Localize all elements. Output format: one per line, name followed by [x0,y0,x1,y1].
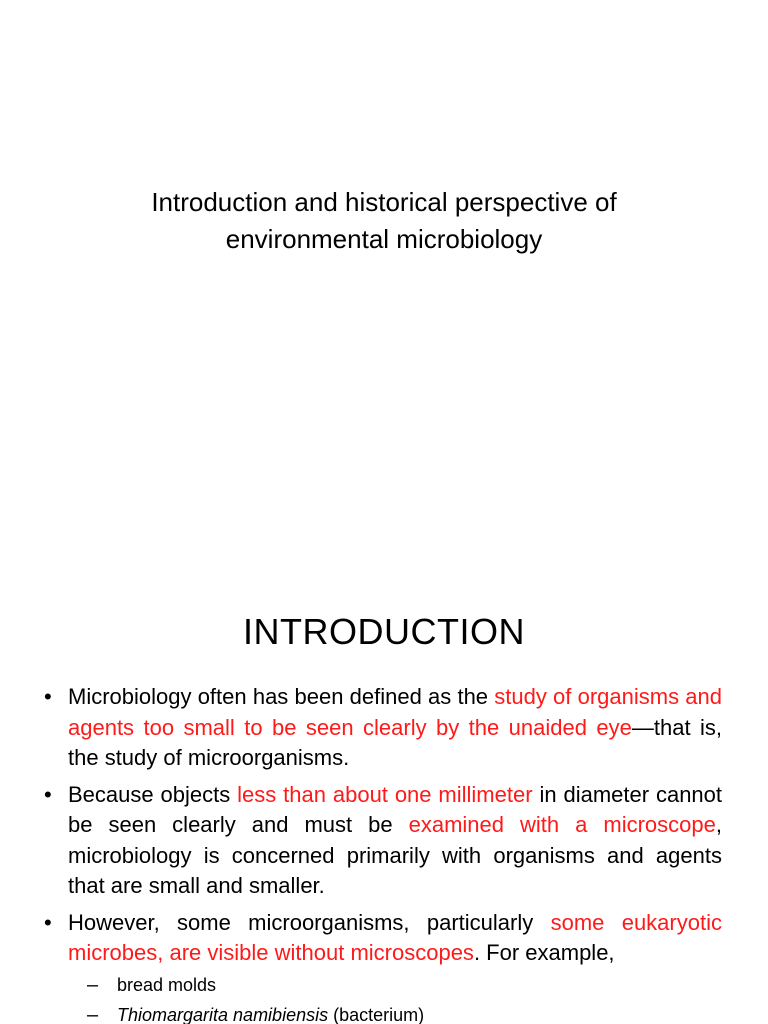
highlighted-text: study of organisms and agents too small to be seen clearly by the unaided eye [68,684,722,740]
bullet-item-size [44,780,722,902]
dash-icon: – [87,1003,99,1024]
bullet-text: However, some microorganisms, particularly [68,909,551,935]
introduction-slide [0,576,768,1024]
bullet-item-visible [44,908,722,1024]
presentation-title [60,184,708,258]
sub-item-text: bread molds [117,974,217,995]
bullet-icon: • [44,684,52,709]
sub-bullet-list [68,971,722,1024]
title-line-2: environmental microbiology [225,224,543,254]
bullet-list [44,682,722,1024]
title-line-1: Introduction and historical perspective of [151,187,617,217]
bullet-icon: • [44,781,52,807]
bullet-text: , microbiology is concerned primarily with organisms and agents that are small and smaller. [68,812,722,898]
dash-icon: – [87,973,99,996]
bullet-item-definition [44,682,722,774]
bullet-text: Because objects [68,781,238,807]
bullet-text: —that is, the study of microorganisms. [68,714,722,770]
highlighted-text: less than about one millimeter [237,781,533,807]
species-name: Thiomargarita namibiensis [117,1004,329,1024]
sub-item-bread-molds [68,971,722,999]
bullet-text: Microbiology often has been defined as the [68,684,495,709]
bullet-text: . For example, [473,940,615,965]
sub-item-thiomargarita [68,1001,722,1024]
bullet-icon: • [44,909,52,935]
highlighted-text: examined with a microscope [408,812,716,837]
slide-heading: INTRODUCTION [243,611,525,652]
sub-item-text: (bacterium) [328,1004,425,1024]
highlighted-text: some eukaryotic microbes, are visible without microscopes [68,909,722,965]
bullet-text: in diameter cannot be seen clearly and must be [68,781,723,837]
